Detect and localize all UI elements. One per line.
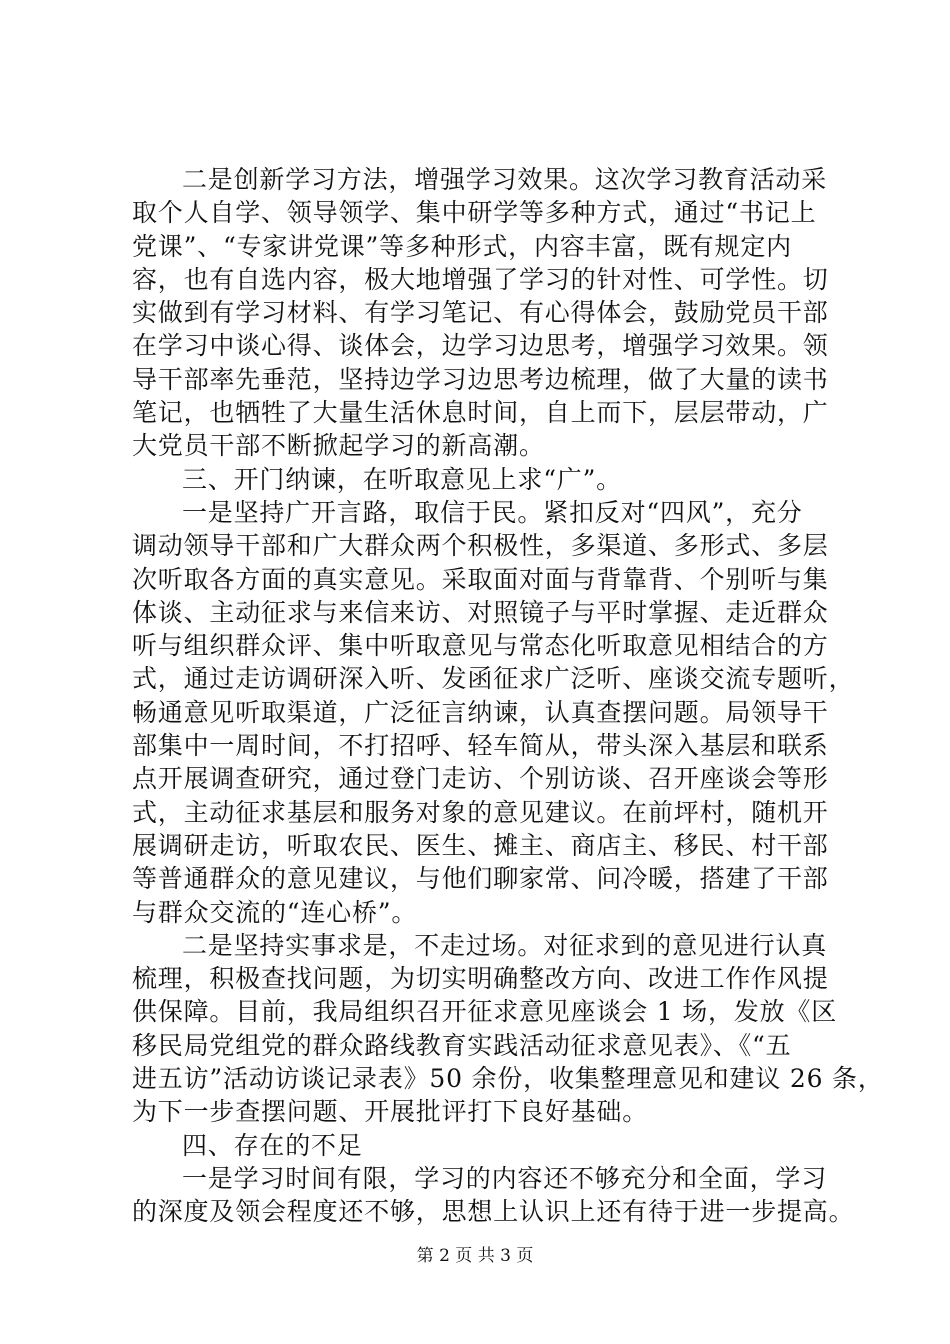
paragraph-line: 一是学习时间有限，学习的内容还不够充分和全面，学习 <box>182 1163 828 1193</box>
paragraph-line: 等普通群众的意见建议，与他们聊家常、问冷暖，搭建了干部 <box>132 864 829 894</box>
paragraph-line: 与群众交流的“连心桥”。 <box>132 897 418 927</box>
paragraph-line: 导干部率先垂范，坚持边学习边思考边梳理，做了大量的读书 <box>132 364 829 394</box>
paragraph-line: 式，主动征求基层和服务对象的意见建议。在前坪村，随机开 <box>132 797 829 827</box>
paragraph-line: 调动领导干部和广大群众两个积极性，多渠道、多形式、多层 <box>132 531 829 561</box>
paragraph-line: 听与组织群众评、集中听取意见与常态化听取意见相结合的方 <box>132 631 829 661</box>
paragraph-line: 大党员干部不断掀起学习的新高潮。 <box>132 431 545 461</box>
paragraph-line: 二是坚持实事求是，不走过场。对征求到的意见进行认真 <box>182 930 828 960</box>
paragraph-line: 的深度及领会程度还不够，思想上认识上还有待于进一步提高。 <box>132 1197 855 1227</box>
paragraph-line: 二是创新学习方法，增强学习效果。这次学习教育活动采 <box>182 165 828 194</box>
section-heading: 四、存在的不足 <box>182 1130 363 1160</box>
paragraph-line: 展调研走访，听取农民、医生、摊主、商店主、移民、村干部 <box>132 830 829 860</box>
paragraph-line: 取个人自学、领导领学、集中研学等多种方式，通过“书记上 <box>132 198 817 228</box>
paragraph-line: 进五访”活动访谈记录表》50 余份，收集整理意见和建议 26 条， <box>132 1064 884 1094</box>
page-footer: 第 2 页 共 3 页 <box>416 1246 534 1266</box>
paragraph-line: 党课”、“专家讲党课”等多种形式，内容丰富，既有规定内 <box>132 231 792 261</box>
paragraph-line: 式，通过走访调研深入听、发函征求广泛听、座谈交流专题听， <box>132 664 855 694</box>
paragraph-line: 部集中一周时间，不打招呼、轻车简从，带头深入基层和联系 <box>132 731 829 761</box>
paragraph-line: 畅通意见听取渠道，广泛征言纳谏，认真查摆问题。局领导干 <box>132 697 829 727</box>
paragraph-line: 笔记，也牺牲了大量生活休息时间，自上而下，层层带动，广 <box>132 398 829 428</box>
paragraph-line: 为下一步查摆问题、开展批评打下良好基础。 <box>132 1097 649 1127</box>
paragraph-line: 移民局党组党的群众路线教育实践活动征求意见表》、《“五 <box>132 1030 792 1060</box>
paragraph-line: 供保障。目前，我局组织召开征求意见座谈会 1 场，发放《区 <box>132 997 838 1027</box>
paragraph-line: 在学习中谈心得、谈体会，边学习边思考，增强学习效果。领 <box>132 331 829 361</box>
section-heading: 三、开门纳谏，在听取意见上求“广”。 <box>182 464 622 494</box>
paragraph-line: 点开展调查研究，通过登门走访、个别访谈、召开座谈会等形 <box>132 764 829 794</box>
paragraph-line: 次听取各方面的真实意见。采取面对面与背靠背、个别听与集 <box>132 564 829 594</box>
paragraph-line: 体谈、主动征求与来信来访、对照镜子与平时掌握、走近群众 <box>132 597 829 627</box>
document-body <box>132 163 884 1229</box>
paragraph-line: 容，也有自选内容，极大地增强了学习的针对性、可学性。切 <box>132 264 829 294</box>
paragraph-line: 一是坚持广开言路，取信于民。紧扣反对“四风”，充分 <box>182 497 803 527</box>
paragraph-line: 梳理，积极查找问题，为切实明确整改方向、改进工作作风提 <box>132 964 829 994</box>
paragraph-line: 实做到有学习材料、有学习笔记、有心得体会，鼓励党员干部 <box>132 298 829 328</box>
